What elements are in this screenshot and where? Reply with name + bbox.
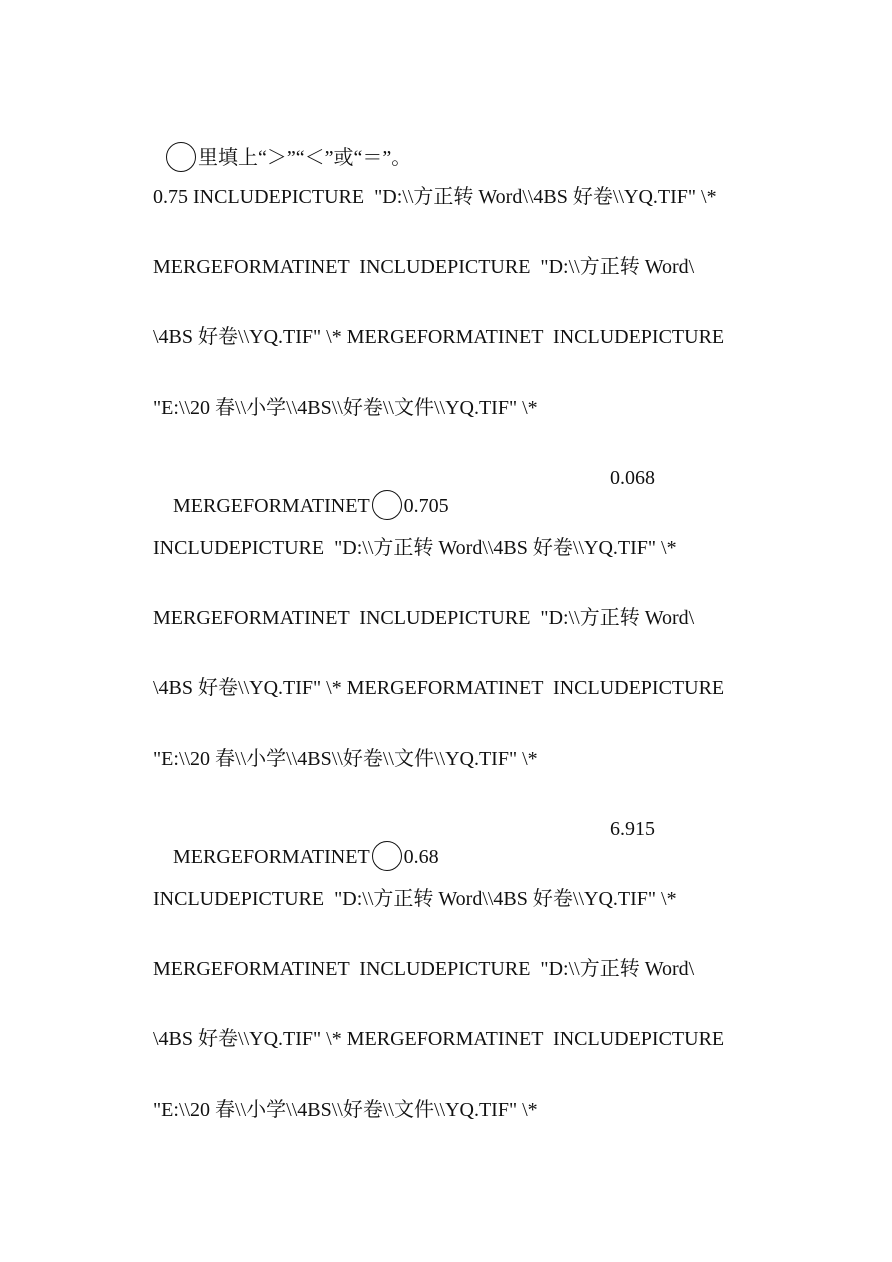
- field-code-line: "E:\\20 春\\小学\\4BS\\好卷\\文件\\YQ.TIF" \*: [153, 397, 538, 419]
- field-code-line: INCLUDEPICTURE "D:\\方正转 Word\\4BS 好卷\\YQ.TIF" \*: [153, 537, 677, 559]
- field-code-line: MERGEFORMATINET INCLUDEPICTURE "D:\\方正转 Word\: [153, 958, 695, 980]
- field-code-line: INCLUDEPICTURE "D:\\方正转 Word\\4BS 好卷\\YQ.TIF" \*: [153, 888, 677, 910]
- answer-circle-icon: [372, 490, 402, 520]
- field-code-line: \4BS 好卷\\YQ.TIF" \* MERGEFORMATINET INCLUDEPICTURE: [153, 1028, 725, 1050]
- instruction-text: 里填上“＞”“＜”或“＝”。: [198, 147, 412, 169]
- next-comparison-value: 6.915: [610, 818, 655, 840]
- answer-circle-icon: [372, 841, 402, 871]
- field-code-line: MERGEFORMATINET INCLUDEPICTURE "D:\\方正转 Word\: [153, 607, 695, 629]
- field-code-line: \4BS 好卷\\YQ.TIF" \* MERGEFORMATINET INCLUDEPICTURE: [153, 677, 725, 699]
- comparison-right-value: 0.705: [403, 495, 449, 517]
- comparison-right-value: 0.68: [403, 846, 439, 868]
- comparison-row: [153, 817, 439, 895]
- field-code-line: "E:\\20 春\\小学\\4BS\\好卷\\文件\\YQ.TIF" \*: [153, 1099, 538, 1121]
- next-comparison-value: 0.068: [610, 467, 655, 489]
- comparison-row: [153, 466, 449, 544]
- field-code-line: 0.75 INCLUDEPICTURE "D:\\方正转 Word\\4BS 好卷\\YQ.TIF" \*: [153, 186, 717, 208]
- comparison-prefix: MERGEFORMATINET: [173, 846, 370, 868]
- field-code-line: \4BS 好卷\\YQ.TIF" \* MERGEFORMATINET INCLUDEPICTURE: [153, 326, 725, 348]
- field-code-line: "E:\\20 春\\小学\\4BS\\好卷\\文件\\YQ.TIF" \*: [153, 748, 538, 770]
- comparison-prefix: MERGEFORMATINET: [173, 495, 370, 517]
- answer-circle-icon: [166, 142, 196, 172]
- field-code-line: MERGEFORMATINET INCLUDEPICTURE "D:\\方正转 Word\: [153, 256, 695, 278]
